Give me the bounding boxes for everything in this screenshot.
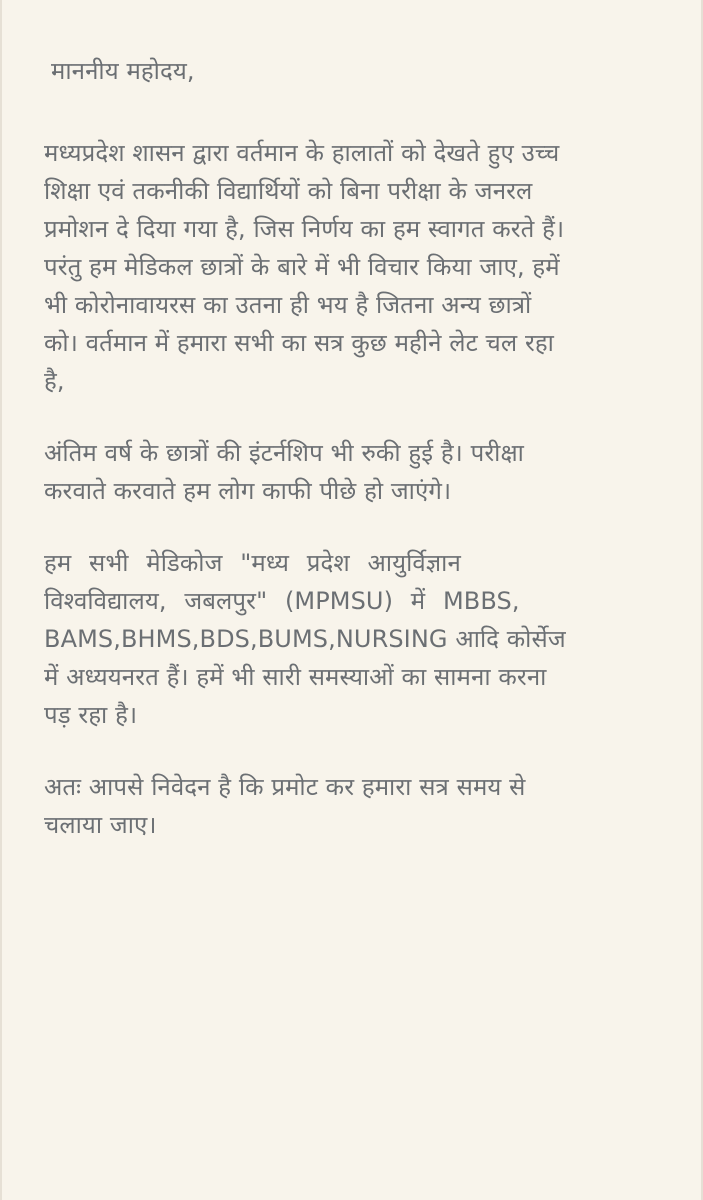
letter-text <box>44 52 683 844</box>
paragraph-3-line: विश्वविद्यालय, जबलपुर" (MPMSU) में MBBS, <box>44 587 520 615</box>
paragraph-1-line: है, <box>44 367 65 395</box>
paragraph-1-line: भी कोरोनावायरस का उतना ही भय है जितना अन्य छात्रों <box>44 291 532 319</box>
paragraph-3-line: पड़ रहा है। <box>44 701 138 729</box>
paragraph-4-line: चलाया जाए। <box>44 811 157 839</box>
paragraph-2 <box>44 434 683 510</box>
paragraph-3-line: में अध्ययनरत हैं। हमें भी सारी समस्याओं का सामना करना <box>44 663 547 691</box>
paragraph-4 <box>44 768 683 844</box>
paragraph-3-line: हम सभी मेडिकोज "मध्य प्रदेश आयुर्विज्ञान <box>44 549 461 577</box>
paragraph-1 <box>44 134 683 400</box>
paragraph-1-line: मध्यप्रदेश शासन द्वारा वर्तमान के हालातों को देखते हुए उच्च <box>44 139 560 167</box>
paragraph-1-line: शिक्षा एवं तकनीकी विद्यार्थियों को बिना परीक्षा के जनरल <box>44 177 533 205</box>
paragraph-3 <box>44 544 683 734</box>
paragraph-2-line: अंतिम वर्ष के छात्रों की इंटर्नशिप भी रुकी हुई है। परीक्षा <box>44 439 524 467</box>
paragraph-3-line: BAMS,BHMS,BDS,BUMS,NURSING आदि कोर्सेज <box>44 625 566 653</box>
paragraph-1-line: को। वर्तमान में हमारा सभी का सत्र कुछ महीने लेट चल रहा <box>44 329 554 357</box>
paragraph-1-line: परंतु हम मेडिकल छात्रों के बारे में भी विचार किया जाए, हमें <box>44 253 560 281</box>
paragraph-4-line: अतः आपसे निवेदन है कि प्रमोट कर हमारा सत्र समय से <box>44 773 526 801</box>
paragraph-1-line: प्रमोशन दे दिया गया है, जिस निर्णय का हम स्वागत करते हैं। <box>44 215 565 243</box>
salutation: माननीय महोदय, <box>51 57 195 85</box>
paragraph-2-line: करवाते करवाते हम लोग काफी पीछे हो जाएंगे। <box>44 477 452 505</box>
